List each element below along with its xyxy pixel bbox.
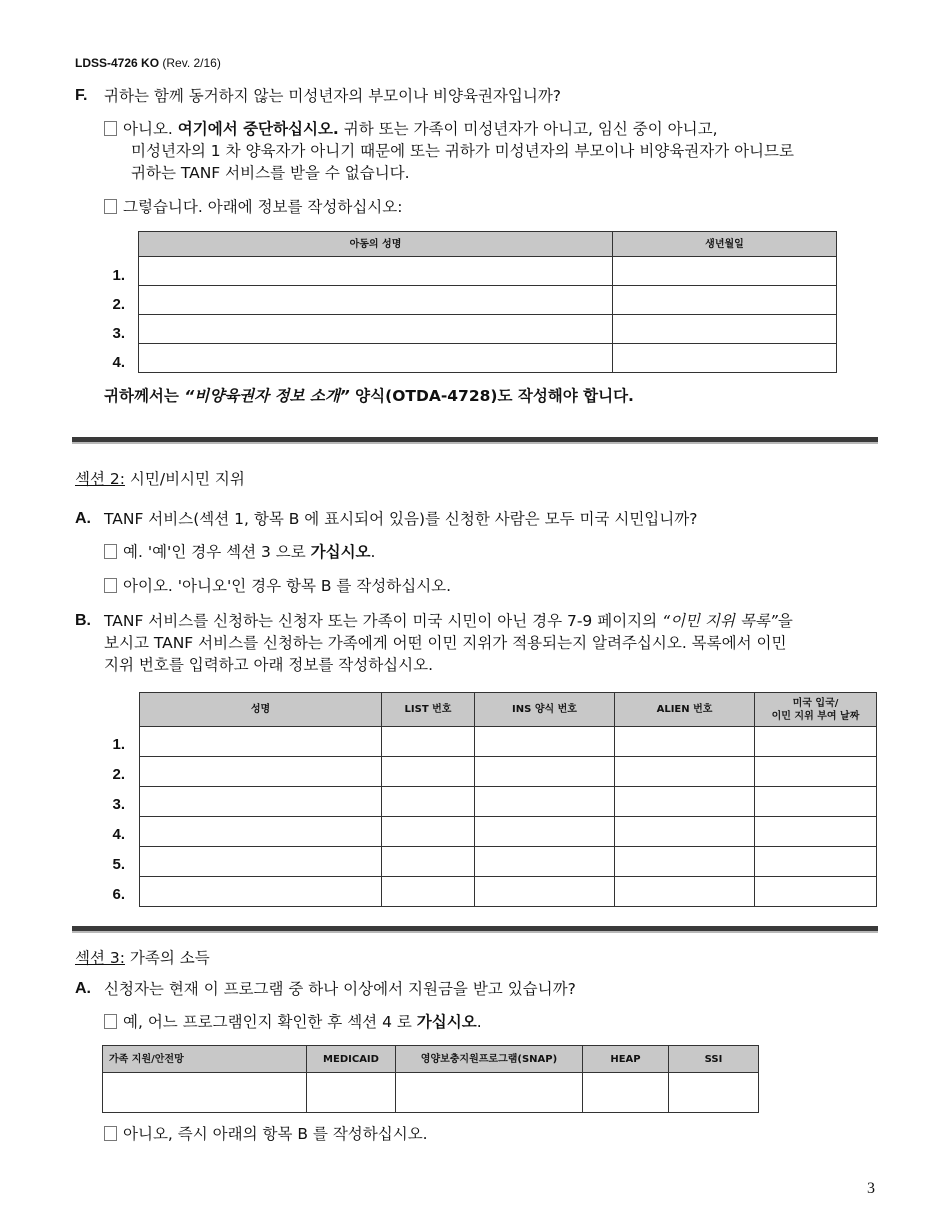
list-number-cell[interactable] bbox=[382, 817, 475, 847]
question-letter: B. bbox=[75, 612, 91, 629]
name-cell[interactable] bbox=[140, 757, 382, 787]
ins-form-cell[interactable] bbox=[475, 757, 615, 787]
row-number: 5. bbox=[112, 856, 125, 873]
option-text: 예, 어느 프로그램인지 확인한 후 섹션 4 로 bbox=[123, 1013, 417, 1031]
section-divider-shadow bbox=[72, 442, 878, 444]
entry-date-cell[interactable] bbox=[755, 787, 877, 817]
name-cell[interactable] bbox=[140, 787, 382, 817]
header-family-assistance: 가족 지원/안전망 bbox=[103, 1046, 307, 1073]
question-text: 을 bbox=[777, 612, 793, 630]
medicaid-cell[interactable] bbox=[307, 1073, 396, 1113]
option-text-line2: 미성년자의 1 차 양육자가 아니기 때문에 또는 귀하가 미성년자의 부모이나 비양육권자가 아니므로 bbox=[131, 142, 794, 160]
heap-cell[interactable] bbox=[583, 1073, 669, 1113]
row-number: 2. bbox=[112, 296, 125, 313]
note-text: 귀하께서는 bbox=[104, 387, 185, 405]
header-medicaid: MEDICAID bbox=[307, 1046, 396, 1073]
child-name-cell[interactable] bbox=[139, 344, 613, 373]
go-instruction: 가십시오 bbox=[416, 1013, 477, 1031]
family-assistance-cell[interactable] bbox=[103, 1073, 307, 1113]
note-text: 양식(OTDA-4728)도 작성해야 합니다. bbox=[349, 387, 634, 405]
stop-instruction: 여기에서 중단하십시오. bbox=[177, 120, 339, 138]
row-number: 2. bbox=[112, 766, 125, 783]
header-child-name: 아동의 성명 bbox=[139, 232, 613, 257]
child-name-cell[interactable] bbox=[139, 315, 613, 344]
question-f bbox=[75, 85, 895, 107]
name-cell[interactable] bbox=[140, 847, 382, 877]
ins-form-cell[interactable] bbox=[475, 817, 615, 847]
section-2-heading bbox=[75, 467, 245, 489]
child-name-cell[interactable] bbox=[139, 286, 613, 315]
header-entry-date-line2: 이민 지위 부여 날짜 bbox=[771, 710, 860, 722]
option-no-3a bbox=[104, 1123, 428, 1145]
option-no-f bbox=[104, 118, 894, 184]
header-birth-date: 생년월일 bbox=[613, 232, 837, 257]
section-label: 섹션 2: bbox=[75, 470, 125, 488]
header-ssi: SSI bbox=[669, 1046, 759, 1073]
name-cell[interactable] bbox=[140, 817, 382, 847]
birth-date-cell[interactable] bbox=[613, 257, 837, 286]
section-title: 시민/비시민 지위 bbox=[124, 470, 245, 488]
ins-form-cell[interactable] bbox=[475, 787, 615, 817]
question-letter: A. bbox=[75, 980, 91, 997]
child-info-table bbox=[138, 231, 837, 373]
option-punct: . bbox=[370, 543, 376, 561]
question-2a bbox=[75, 508, 895, 530]
row-number: 1. bbox=[112, 736, 125, 753]
row-number: 4. bbox=[112, 354, 125, 371]
ssi-cell[interactable] bbox=[669, 1073, 759, 1113]
birth-date-cell[interactable] bbox=[613, 286, 837, 315]
question-text-line3: 지위 번호를 입력하고 아래 정보를 작성하십시오. bbox=[104, 656, 434, 674]
snap-cell[interactable] bbox=[396, 1073, 583, 1113]
checkbox-no-f[interactable] bbox=[104, 121, 117, 136]
entry-date-cell[interactable] bbox=[755, 727, 877, 757]
alien-number-cell[interactable] bbox=[615, 757, 755, 787]
option-punct: . bbox=[476, 1013, 482, 1031]
entry-date-cell[interactable] bbox=[755, 847, 877, 877]
list-number-cell[interactable] bbox=[382, 727, 475, 757]
header-alien-number: ALIEN 번호 bbox=[615, 693, 755, 727]
alien-number-cell[interactable] bbox=[615, 847, 755, 877]
child-name-cell[interactable] bbox=[139, 257, 613, 286]
header-snap: 영양보충지원프로그램(SNAP) bbox=[396, 1046, 583, 1073]
checkbox-yes-2a[interactable] bbox=[104, 544, 117, 559]
list-number-cell[interactable] bbox=[382, 847, 475, 877]
option-text: 아이오. '아니오'인 경우 항목 B 를 작성하십시오. bbox=[123, 577, 452, 595]
form-code: LDSS-4726 KO bbox=[75, 56, 160, 70]
header-entry-date bbox=[755, 693, 877, 727]
name-cell[interactable] bbox=[140, 727, 382, 757]
question-text: 귀하는 함께 동거하지 않는 미성년자의 부모이나 비양육권자입니까? bbox=[104, 87, 562, 105]
checkbox-no-2a[interactable] bbox=[104, 578, 117, 593]
option-text: 아니오, 즉시 아래의 항목 B 를 작성하십시오. bbox=[123, 1125, 428, 1143]
alien-number-cell[interactable] bbox=[615, 817, 755, 847]
question-2b bbox=[75, 610, 905, 676]
row-number: 4. bbox=[112, 826, 125, 843]
section-3-heading bbox=[75, 946, 210, 968]
option-label: 아니오. bbox=[123, 120, 173, 138]
question-text: TANF 서비스(섹션 1, 항목 B 에 표시되어 있음)를 신청한 사람은 모두 미국 시민입니까? bbox=[104, 510, 698, 528]
ncp-form-note bbox=[104, 384, 634, 406]
ins-form-cell[interactable] bbox=[475, 727, 615, 757]
question-text-line2: 보시고 TANF 서비스를 신청하는 가족에게 어떤 이민 지위가 적용되는지 알려주십시오. 목록에서 이민 bbox=[104, 634, 787, 652]
ins-form-cell[interactable] bbox=[475, 877, 615, 907]
list-number-cell[interactable] bbox=[382, 877, 475, 907]
ins-form-cell[interactable] bbox=[475, 847, 615, 877]
option-no-2a bbox=[104, 575, 451, 597]
list-number-cell[interactable] bbox=[382, 787, 475, 817]
entry-date-cell[interactable] bbox=[755, 877, 877, 907]
form-revision: (Rev. 2/16) bbox=[162, 56, 221, 70]
immigration-list-title: “이민 지위 목록” bbox=[662, 612, 778, 630]
assistance-programs-table bbox=[102, 1045, 759, 1113]
section-label: 섹션 3: bbox=[75, 949, 125, 967]
alien-number-cell[interactable] bbox=[615, 727, 755, 757]
checkbox-no-3a[interactable] bbox=[104, 1126, 117, 1141]
section-divider-shadow bbox=[72, 931, 878, 933]
alien-number-cell[interactable] bbox=[615, 787, 755, 817]
entry-date-cell[interactable] bbox=[755, 757, 877, 787]
option-text: 귀하 또는 가족이 미성년자가 아니고, 임신 중이 아니고, bbox=[343, 120, 718, 138]
row-number: 3. bbox=[112, 796, 125, 813]
alien-number-cell[interactable] bbox=[615, 877, 755, 907]
question-text: TANF 서비스를 신청하는 신청자 또는 가족이 미국 시민이 아닌 경우 7-9 페이지의 bbox=[104, 612, 663, 630]
option-text: 예. '예'인 경우 섹션 3 으로 bbox=[123, 543, 311, 561]
birth-date-cell[interactable] bbox=[613, 315, 837, 344]
option-text-line3: 귀하는 TANF 서비스를 받을 수 없습니다. bbox=[131, 164, 410, 182]
row-number: 1. bbox=[112, 267, 125, 284]
header-heap: HEAP bbox=[583, 1046, 669, 1073]
name-cell[interactable] bbox=[140, 877, 382, 907]
section-title: 가족의 소득 bbox=[124, 949, 210, 967]
option-yes-3a bbox=[104, 1011, 482, 1033]
option-yes-2a bbox=[104, 541, 375, 563]
row-number: 6. bbox=[112, 886, 125, 903]
entry-date-cell[interactable] bbox=[755, 817, 877, 847]
header-list-number: LIST 번호 bbox=[382, 693, 475, 727]
birth-date-cell[interactable] bbox=[613, 344, 837, 373]
header-ins-form-number: INS 양식 번호 bbox=[475, 693, 615, 727]
immigration-status-table bbox=[139, 692, 877, 907]
row-number: 3. bbox=[112, 325, 125, 342]
list-number-cell[interactable] bbox=[382, 757, 475, 787]
form-identifier bbox=[75, 56, 221, 70]
checkbox-yes-f[interactable] bbox=[104, 199, 117, 214]
option-yes-f bbox=[104, 196, 402, 218]
question-letter: A. bbox=[75, 510, 91, 527]
question-3a bbox=[75, 978, 895, 1000]
option-text: 그렇습니다. 아래에 정보를 작성하십시오: bbox=[123, 198, 403, 216]
checkbox-yes-3a[interactable] bbox=[104, 1014, 117, 1029]
header-name: 성명 bbox=[140, 693, 382, 727]
note-form-title: “비양육권자 정보 소개” bbox=[184, 387, 350, 405]
go-instruction: 가십시오 bbox=[310, 543, 371, 561]
page-number: 3 bbox=[867, 1180, 875, 1197]
header-entry-date-line1: 미국 입국/ bbox=[792, 697, 839, 709]
question-text: 신청자는 현재 이 프로그램 중 하나 이상에서 지원금을 받고 있습니까? bbox=[104, 980, 576, 998]
question-letter: F. bbox=[75, 87, 88, 104]
